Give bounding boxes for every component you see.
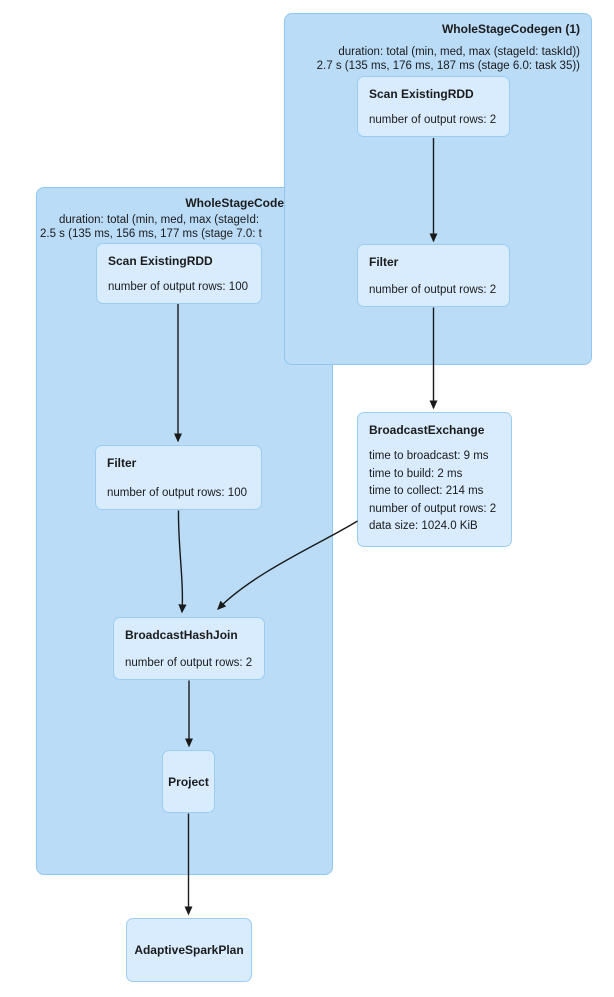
node-metric: number of output rows: 2 (369, 114, 497, 126)
node-filter-2[interactable] (95, 445, 262, 510)
node-project[interactable] (162, 750, 215, 813)
cluster-duration-header: duration: total (min, med, max (stageId: taskId)) (338, 46, 580, 58)
cluster-title: WholeStageCodegen (1) (441, 22, 580, 36)
node-scan-existingrdd-1[interactable] (357, 76, 510, 137)
cluster-duration-header: duration: total (min, med, max (stageId: (59, 214, 260, 226)
cluster-title: WholeStageCode (185, 196, 284, 210)
node-metric: number of output rows: 100 (108, 281, 248, 293)
node-title: Scan ExistingRDD (108, 254, 213, 268)
node-title: Filter (107, 456, 137, 470)
node-metric: time to broadcast: 9 ms (369, 450, 489, 463)
node-adaptivesparkplan[interactable] (126, 918, 252, 982)
node-title: Project (168, 774, 209, 789)
node-broadcastexchange[interactable] (357, 412, 512, 547)
node-metric-list (369, 448, 500, 536)
node-title: Scan ExistingRDD (369, 87, 474, 101)
node-metric: number of output rows: 2 (369, 284, 497, 296)
node-metric: number of output rows: 100 (107, 487, 247, 499)
node-metric: time to collect: 214 ms (369, 485, 484, 498)
node-metric: number of output rows: 2 (125, 657, 253, 669)
cluster-duration-values: 2.7 s (135 ms, 176 ms, 187 ms (stage 6.0: task 35)) (316, 60, 580, 72)
cluster-duration-values: 2.5 s (135 ms, 156 ms, 177 ms (stage 7.0: t (40, 228, 262, 240)
node-title: AdaptiveSparkPlan (134, 943, 244, 957)
node-scan-existingrdd-2[interactable] (96, 243, 262, 304)
cluster-wholestagecodegen-1 (284, 13, 592, 365)
node-filter-1[interactable] (357, 244, 510, 307)
node-metric: data size: 1024.0 KiB (369, 520, 478, 533)
node-broadcasthashjoin[interactable] (113, 617, 265, 680)
node-title: BroadcastHashJoin (125, 628, 238, 642)
node-metric: time to build: 2 ms (369, 467, 463, 480)
node-metric: number of output rows: 2 (369, 502, 497, 515)
node-title: BroadcastExchange (369, 423, 485, 437)
node-title: Filter (369, 255, 399, 269)
